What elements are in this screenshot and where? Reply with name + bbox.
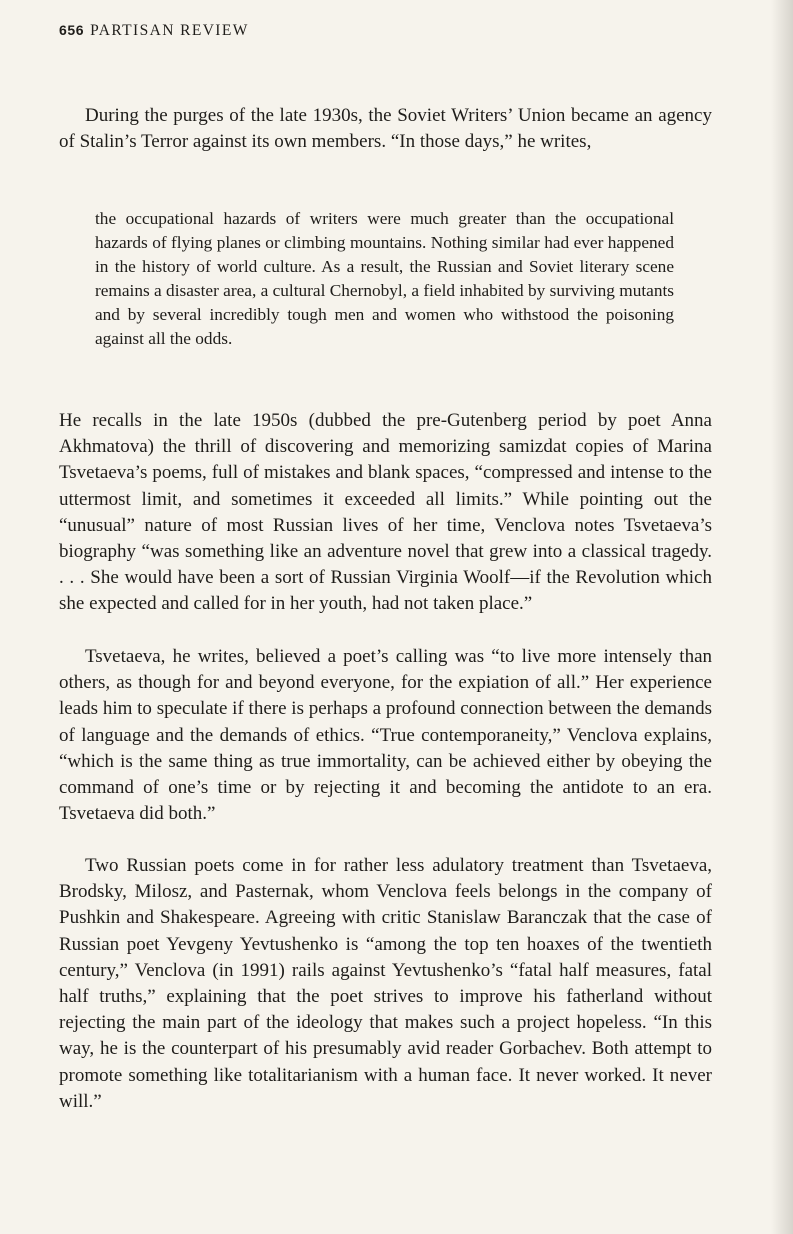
paragraph-intro: During the purges of the late 1930s, the Soviet Writers’ Union became an agency of Stalin’s Terror against its own members. “In those days,” he writes,	[59, 105, 712, 153]
block-quote: the occupational hazards of writers were much greater than the occupational hazards of flying planes or climbing mountains. Nothing similar had ever happened in the history of world culture. As a result, the Russian and Soviet literary scene remains a disaster area, a cultural Chernobyl, a field inhabited by surviving mutants and by several incredibly tough men and women who withstood the poisoning against all the odds.	[95, 209, 674, 348]
journal-title: PARTISAN REVIEW	[90, 22, 249, 39]
page-number: 656	[59, 22, 85, 38]
paragraph-tsvetaeva: Tsvetaeva, he writes, believed a poet’s calling was “to live more intensely than others, as though for and beyond everyone, for the expiation of all.” Her experience leads him to speculate if there is perhaps a profound connection between the demands of language and the demands of ethics. “True contemporaneity,” Venclova explains, “which is the same thing as true immortality, can be achieved either by obeying the command of one’s time or by rejecting it and becoming the antidote to an era. Tsvetaeva did both.”	[59, 646, 712, 825]
running-head	[59, 22, 249, 40]
page-edge-shadow	[771, 0, 793, 1234]
paragraph-recalls: He recalls in the late 1950s (dubbed the pre-Gutenberg period by poet Anna Akhmatova) the thrill of discovering and memorizing samizdat copies of Marina Tsvetaeva’s poems, full of mistakes and blank spaces, “compressed and intense to the uttermost limit, and sometimes it exceeded all limits.” While pointing out the “unusual” nature of most Russian lives of her time, Venclova notes Tsvetaeva’s biography “was something like an adventure novel that grew into a classical tragedy. . . . She would have been a sort of Russian Virginia Woolf—if the Revolution which she expected and called for in her youth, had not taken place.”	[59, 410, 712, 615]
paragraph-two-poets: Two Russian poets come in for rather less adulatory treatment than Tsvetaeva, Brodsky, Milosz, and Pasternak, whom Venclova feels belongs in the company of Pushkin and Shakespeare. Agreeing with critic Stanislaw Baranczak that the case of Russian poet Yevgeny Yevtushenko is “among the top ten hoaxes of the twentieth century,” Venclova (in 1991) rails against Yevtushenko’s “fatal half measures, fatal half truths,” explaining that the poet strives to improve his fatherland without rejecting the main part of the ideology that makes such a project hopeless. “In this way, he is the counterpart of his presumably avid reader Gorbachev. Both attempt to promote something like totalitarianism with a human face. It never worked. It never will.”	[59, 855, 712, 1112]
